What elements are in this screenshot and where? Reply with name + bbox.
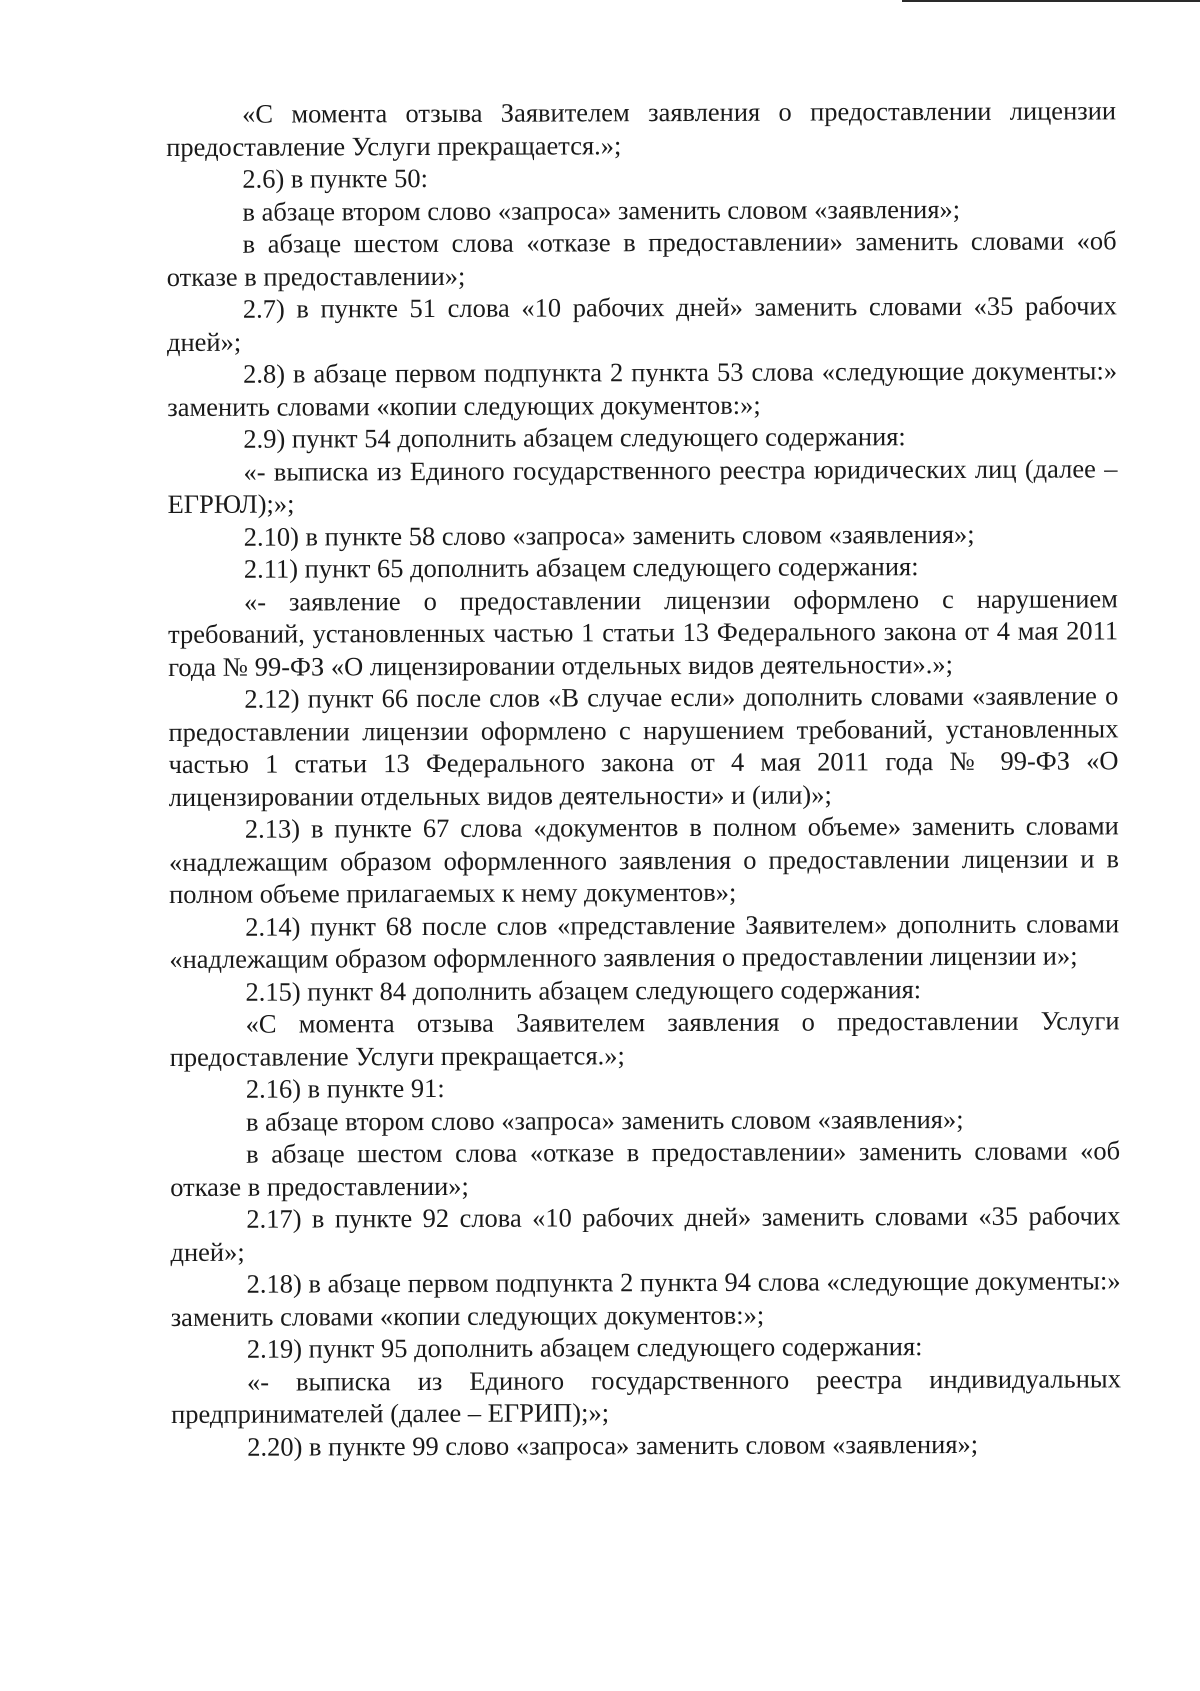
paragraph-2-20: 2.20) в пункте 99 слово «запроса» заменить словом «заявления»; xyxy=(247,1428,979,1462)
paragraph-2-6: 2.6) в пункте 50: xyxy=(242,162,429,194)
paragraph-2-19: 2.19) пункт 95 дополнить абзацем следующего содержания: xyxy=(246,1331,923,1364)
paragraph-2-10: 2.10) в пункте 58 слово «запроса» заменить словом «заявления»; xyxy=(243,518,975,552)
paragraph-2-17: 2.17) в пункте 92 слова «10 рабочих дней» заменить словами «35 рабочих дней»; xyxy=(170,1200,1121,1267)
paragraph-2-6-abzac-6: в абзаце шестом слова «отказе в предоставлении» заменить словами «об отказе в предоставлении»; xyxy=(166,225,1117,292)
paragraph-2-11: 2.11) пункт 65 дополнить абзацем следующего содержания: xyxy=(243,551,919,584)
paragraph-2-7: 2.7) в пункте 51 слова «10 рабочих дней» заменить словами «35 рабочих дней»; xyxy=(166,290,1117,357)
paragraph-2-6-abzac-2: в абзаце втором слово «запроса» заменить словом «заявления»; xyxy=(242,193,961,227)
paragraph-2-15: 2.15) пункт 84 дополнить абзацем следующего содержания: xyxy=(245,973,922,1007)
document-body xyxy=(166,94,1121,1463)
paragraph-2-15-text: «С момента отзыва Заявителем заявления о предоставлении Услуги предоставление Услуги прекращается.»; xyxy=(169,1005,1120,1072)
paragraph-quote-withdrawal-license: «С момента отзыва Заявителем заявления о предоставлении лицензии предоставление Услуги прекращается.»; xyxy=(166,95,1117,162)
paragraph-2-9-egrul: «- выписка из Единого государственного реестра юридических лиц (далее – ЕГРЮЛ);»; xyxy=(167,452,1118,519)
scan-edge-line xyxy=(902,0,1200,2)
paragraph-2-18: 2.18) в абзаце первом подпункта 2 пункта 94 слова «следующие документы:» заменить словами «копии следующих документов:»; xyxy=(170,1265,1121,1332)
paragraph-2-9: 2.9) пункт 54 дополнить абзацем следующего содержания: xyxy=(243,421,906,454)
paragraph-2-16-abzac-2: в абзаце втором слово «запроса» заменить словом «заявления»; xyxy=(245,1103,964,1137)
paragraph-2-16: 2.16) в пункте 91: xyxy=(245,1072,445,1104)
paragraph-2-13: 2.13) в пункте 67 слова «документов в полном объеме» заменить словами «надлежащим образом оформленного заявления о предоставлении лицензии и в полном объеме прилагаемых к нему документов»; xyxy=(168,810,1119,909)
paragraph-2-8: 2.8) в абзаце первом подпункта 2 пункта 53 слова «следующие документы:» заменить словами «копии следующих документов:»; xyxy=(167,355,1118,422)
paragraph-2-11-text: «- заявление о предоставлении лицензии оформлено с нарушением требований, установленных частью 1 статьи 13 Федерального закона от 4 мая 2011 года № 99-ФЗ «О лицензировании отдельных видов деятельности».»; xyxy=(168,582,1119,682)
paragraph-2-16-abzac-6: в абзаце шестом слова «отказе в предоставлении» заменить словами «об отказе в предоставлении»; xyxy=(170,1135,1121,1202)
paragraph-2-19-egrip: «- выписка из Единого государственного реестра индивидуальных предпринимателей (далее – ЕГРИП);»; xyxy=(170,1362,1121,1429)
paragraph-2-14: 2.14) пункт 68 после слов «представление Заявителем» дополнить словами «надлежащим образом оформленного заявления о предоставлении лицензии и»; xyxy=(169,907,1120,974)
paragraph-2-12: 2.12) пункт 66 после слов «В случае если» дополнить словами «заявление о предоставлении лицензии оформлено с нарушением требований, установленных частью 1 статьи 13 Федерального закона от 4 мая 2011 года № 99-ФЗ «О лицензировании отдельных видов деятельности» и (или)»; xyxy=(168,680,1119,812)
